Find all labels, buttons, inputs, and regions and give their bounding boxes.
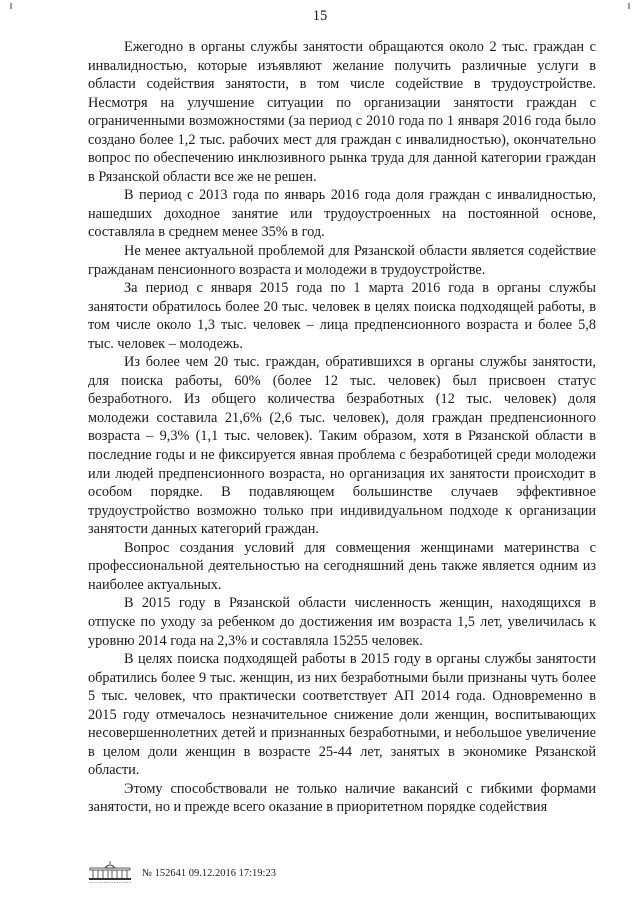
- paragraph-maternity-leave: В 2015 году в Рязанской области численность женщин, находящихся в отпуске по уходу за ребенком до достижения им возраста 1,5 лет, увеличилась к уровню 2014 года на 2,3% и составляла 15255 человек.: [88, 595, 596, 649]
- page-footer: [88, 854, 276, 884]
- paragraph-applicants-2015: За период с января 2015 года по 1 марта 2016 года в органы службы занятости обратилось более 20 тыс. человек в целях поиска подходящей работы, в том числе около 1,3 тыс. человек – лица предпенсионного возраста и более 5,8 тыс. человек – молодежь.: [88, 280, 596, 352]
- paragraph-disability-share: В период с 2013 года по январь 2016 года доля граждан с инвалидностью, нашедших доходное занятие или трудоустроенных на постоянной основе, составляла в среднем менее 35% в год.: [88, 187, 596, 241]
- paragraph-women-job-search: В целях поиска подходящей работы в 2015 году в органы службы занятости обратились более 9 тыс. женщин, из них безработными были признаны чуть более 5 тыс. человек, что практически соответствует АП 2014 года. Одновременно в 2015 году отмечалось незначительное снижение доли женщин, воспитывающих несовершеннолетних детей и признанных безработными, и небольшое увеличение в целом доли женщин в возрасте 25-44 лет, занятых в экономике Рязанской области.: [88, 651, 596, 779]
- paragraph-contributing-factors: Этому способствовали не только наличие вакансий с гибкими формами занятости, но и прежде всего оказание в приоритетном порядке содействия: [88, 780, 596, 816]
- paragraph-motherhood-issue: Вопрос создания условий для совмещения женщинами материнства с профессиональной деятельностью на сегодняшний день также является одним из наиболее актуальных.: [88, 539, 596, 593]
- document-registration-stamp: № 152641 09.12.2016 17:19:23: [142, 868, 276, 879]
- document-body: [88, 38, 596, 817]
- government-building-logo-icon: [88, 860, 132, 884]
- page-number: 15: [312, 8, 328, 24]
- paragraph-pension-youth-problem: Не менее актуальной проблемой для Рязанской области является содействие гражданам пенсионного возраста и молодежи в трудоустройстве.: [88, 243, 596, 278]
- paragraph-unemployed-structure: Из более чем 20 тыс. граждан, обратившихся в органы службы занятости, для поиска работы, 60% (более 12 тыс. человек) был присвоен статус безработного. Из общего количества безработных (12 тыс. человек) доля молодежи составила 21,6% (2,6 тыс. человек), доля граждан предпенсионного возраста – 9,3% (1,1 тыс. человек). Таким образом, хотя в Рязанской области в последние годы и не фиксируется явная проблема с безработицей среди молодежи или людей предпенсионного возраста, но организация их занятости происходит в особом порядке. В подавляющем большинстве случаев эффективное трудоустройство возможно только при индивидуальном подходе к организации занятости данных категорий граждан.: [88, 354, 596, 538]
- paragraph-disability-employment: Ежегодно в органы службы занятости обращаются около 2 тыс. граждан с инвалидностью, которые изъявляют желание получить различные услуги в области содействия занятости, в том числе содействие в трудоустройстве. Несмотря на улучшение ситуации по организации занятости граждан с ограниченными возможностями (за период с 2010 года по 1 января 2016 года было создано более 1,2 тыс. рабочих мест для граждан с инвалидностью), окончательно вопрос по обеспечению инклюзивного рынка труда для данной категории граждан в Рязанской области все же не решен.: [88, 39, 596, 185]
